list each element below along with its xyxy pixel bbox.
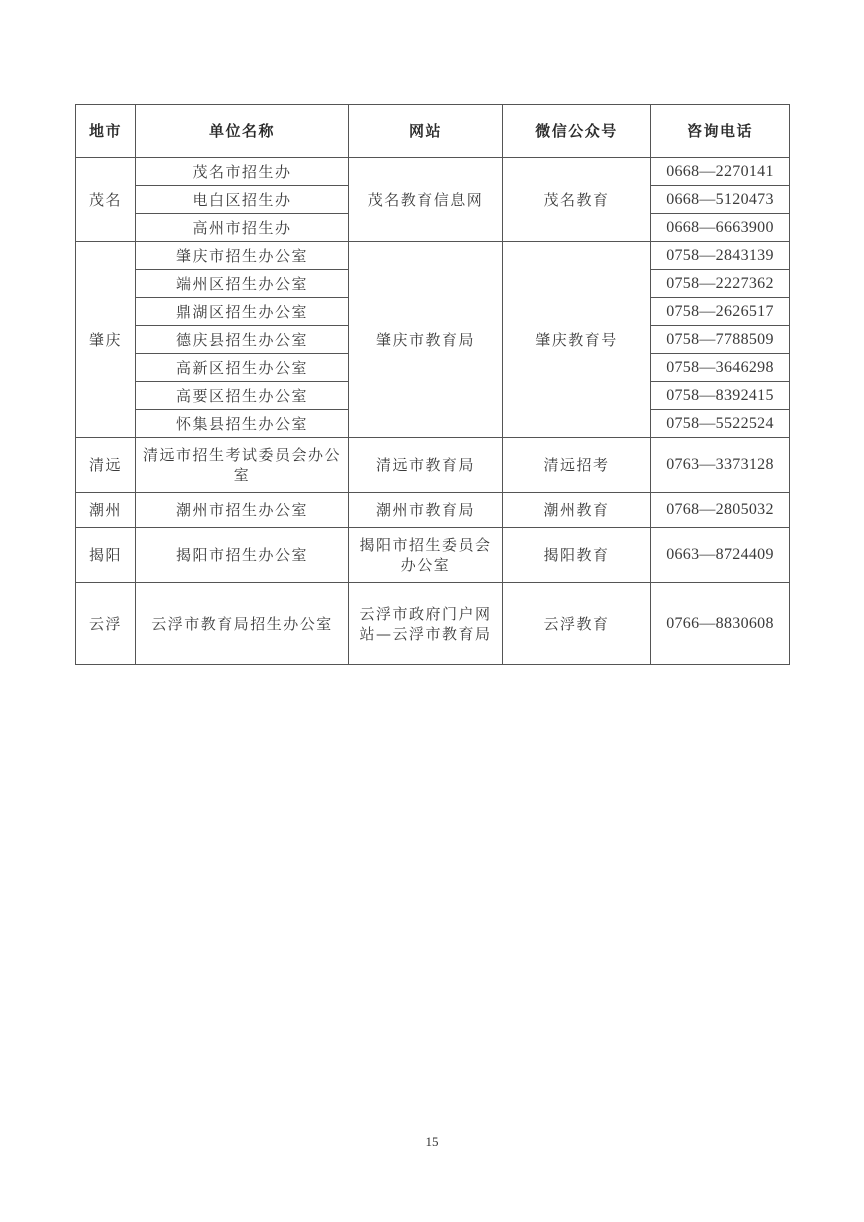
unit-name-cell: 潮州市招生办公室 (136, 493, 349, 528)
city-cell: 茂名 (76, 158, 136, 242)
wechat-cell: 肇庆教育号 (503, 242, 651, 438)
wechat-cell: 清远招考 (503, 438, 651, 493)
website-cell: 肇庆市教育局 (349, 242, 503, 438)
city-cell: 揭阳 (76, 528, 136, 583)
table-row (76, 583, 790, 665)
unit-name-cell: 鼎湖区招生办公室 (136, 298, 349, 326)
phone-cell: 0668—2270141 (651, 158, 790, 186)
page-number: 15 (425, 1134, 439, 1149)
unit-name-cell: 清远市招生考试委员会办公室 (136, 438, 349, 493)
city-cell: 肇庆 (76, 242, 136, 438)
phone-cell: 0758—7788509 (651, 326, 790, 354)
wechat-cell: 茂名教育 (503, 158, 651, 242)
phone-cell: 0768—2805032 (651, 493, 790, 528)
table-row (76, 242, 790, 270)
header-website: 网站 (349, 105, 503, 158)
wechat-cell: 揭阳教育 (503, 528, 651, 583)
website-cell: 清远市教育局 (349, 438, 503, 493)
website-cell: 揭阳市招生委员会办公室 (349, 528, 503, 583)
phone-cell: 0758—2843139 (651, 242, 790, 270)
phone-cell: 0766—8830608 (651, 583, 790, 665)
website-cell: 潮州市教育局 (349, 493, 503, 528)
city-cell: 云浮 (76, 583, 136, 665)
table-row (76, 438, 790, 493)
city-cell: 潮州 (76, 493, 136, 528)
wechat-cell: 云浮教育 (503, 583, 651, 665)
wechat-cell: 潮州教育 (503, 493, 651, 528)
unit-name-cell: 高州市招生办 (136, 214, 349, 242)
table-header-row (76, 105, 790, 158)
website-cell: 茂名教育信息网 (349, 158, 503, 242)
city-cell: 清远 (76, 438, 136, 493)
header-city: 地市 (76, 105, 136, 158)
phone-cell: 0758—2626517 (651, 298, 790, 326)
unit-name-cell: 德庆县招生办公室 (136, 326, 349, 354)
unit-name-cell: 肇庆市招生办公室 (136, 242, 349, 270)
phone-cell: 0758—2227362 (651, 270, 790, 298)
website-cell: 云浮市政府门户网站—云浮市教育局 (349, 583, 503, 665)
table-row (76, 493, 790, 528)
header-phone: 咨询电话 (651, 105, 790, 158)
table-row (76, 528, 790, 583)
unit-name-cell: 端州区招生办公室 (136, 270, 349, 298)
phone-cell: 0668—5120473 (651, 186, 790, 214)
table-row (76, 158, 790, 186)
header-unit-name: 单位名称 (136, 105, 349, 158)
unit-name-cell: 茂名市招生办 (136, 158, 349, 186)
header-wechat: 微信公众号 (503, 105, 651, 158)
admissions-contact-table (75, 104, 790, 665)
phone-cell: 0663—8724409 (651, 528, 790, 583)
phone-cell: 0758—8392415 (651, 382, 790, 410)
unit-name-cell: 怀集县招生办公室 (136, 410, 349, 438)
unit-name-cell: 高新区招生办公室 (136, 354, 349, 382)
phone-cell: 0758—3646298 (651, 354, 790, 382)
phone-cell: 0758—5522524 (651, 410, 790, 438)
phone-cell: 0668—6663900 (651, 214, 790, 242)
unit-name-cell: 电白区招生办 (136, 186, 349, 214)
unit-name-cell: 高要区招生办公室 (136, 382, 349, 410)
phone-cell: 0763—3373128 (651, 438, 790, 493)
unit-name-cell: 揭阳市招生办公室 (136, 528, 349, 583)
unit-name-cell: 云浮市教育局招生办公室 (136, 583, 349, 665)
